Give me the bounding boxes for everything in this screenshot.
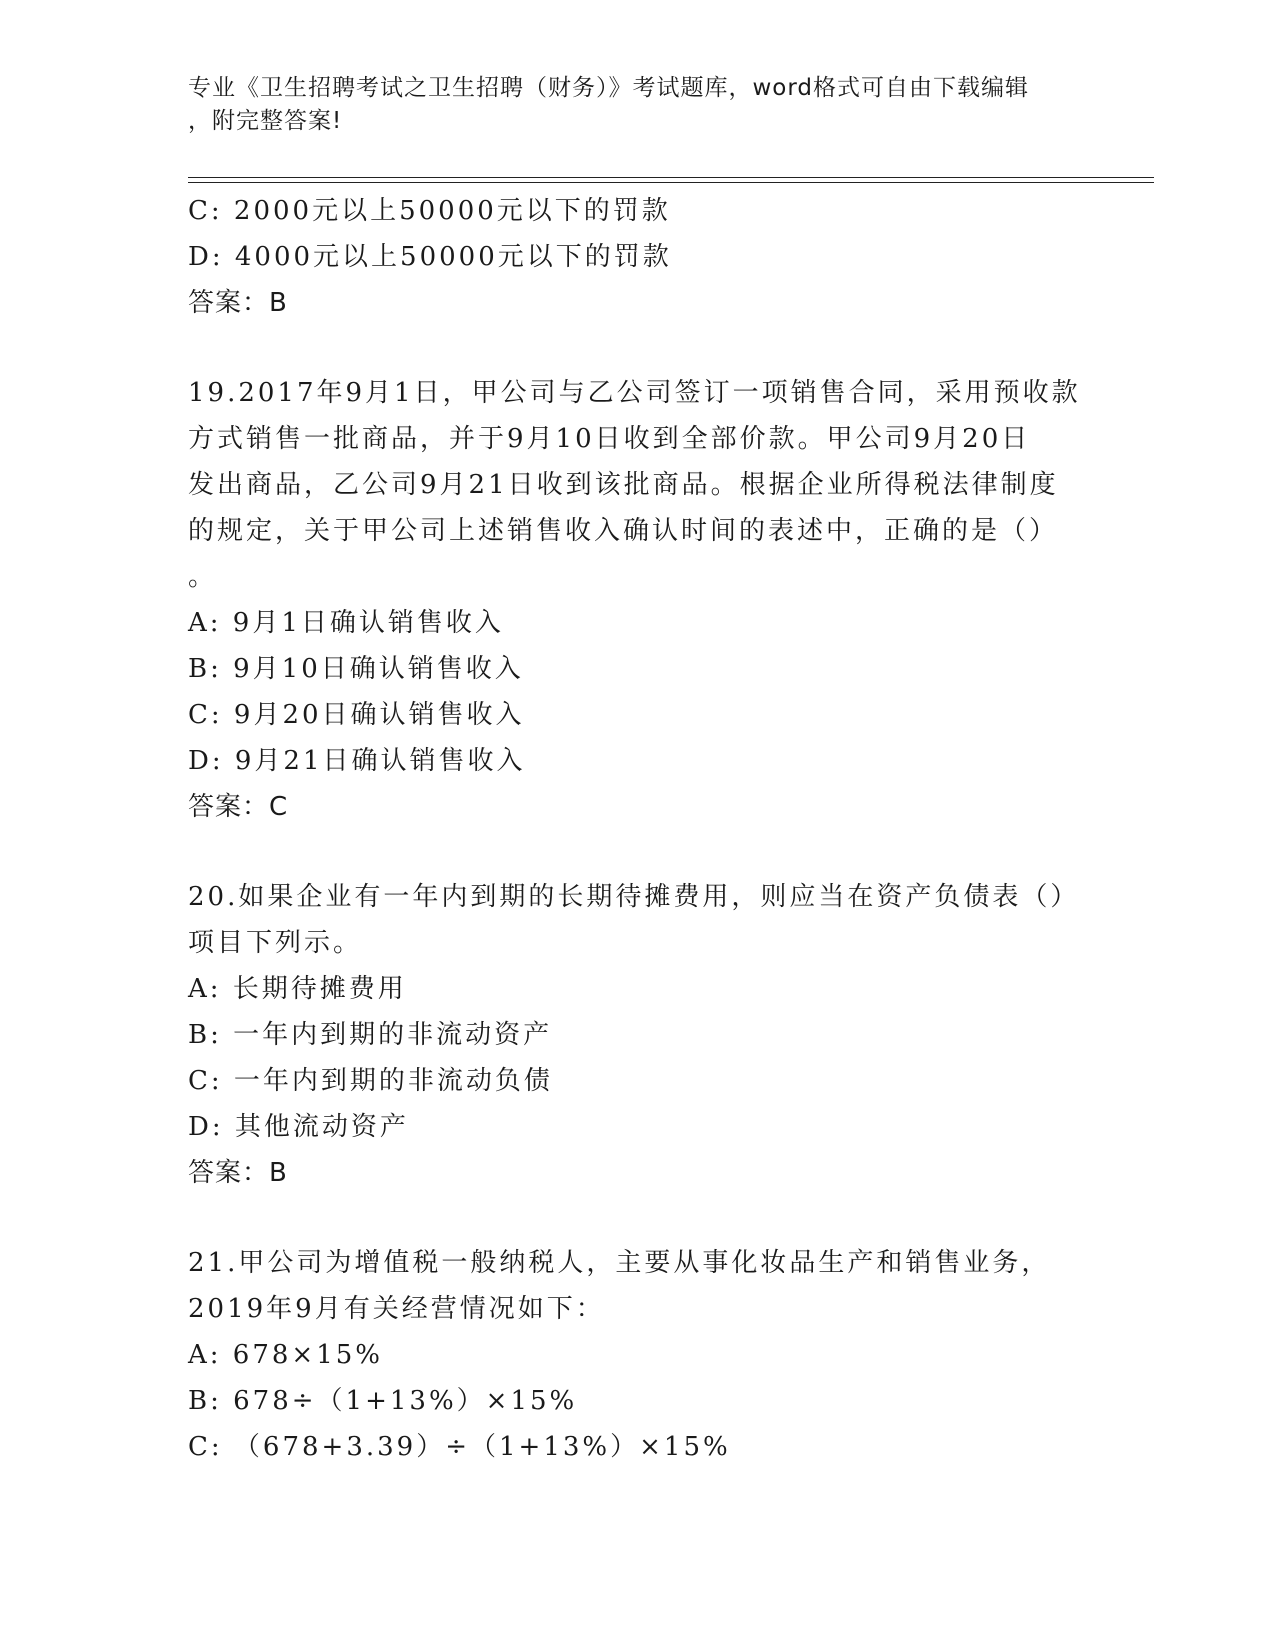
question-18-tail bbox=[188, 188, 1088, 326]
question-20 bbox=[188, 874, 1088, 1196]
option-c: C: 一年内到期的非流动负债 bbox=[188, 1066, 553, 1096]
header-rule-top bbox=[188, 177, 1154, 178]
option-a: A: 9月1日确认销售收入 bbox=[188, 608, 504, 638]
question-text-line: 20.如果企业有一年内到期的长期待摊费用，则应当在资产负债表（） bbox=[188, 882, 1080, 912]
question-text-line: 21.甲公司为增值税一般纳税人，主要从事化妆品生产和销售业务， bbox=[188, 1248, 1051, 1278]
question-text-line: 2019年9月有关经营情况如下： bbox=[188, 1294, 605, 1324]
question-text-line: 的规定，关于甲公司上述销售收入确认时间的表述中，正确的是（） bbox=[188, 516, 1059, 546]
header-line-1: 专业《卫生招聘考试之卫生招聘（财务）》考试题库，word格式可自由下载编辑 bbox=[188, 75, 1030, 101]
spacer bbox=[188, 326, 1088, 370]
option-b: B: 一年内到期的非流动资产 bbox=[188, 1020, 553, 1050]
question-text-line: 。 bbox=[188, 562, 218, 592]
option-a: A: 678×15% bbox=[188, 1340, 384, 1370]
header-line-2: ，附完整答案! bbox=[188, 108, 343, 134]
question-19 bbox=[188, 370, 1088, 830]
option-c: C: 9月20日确认销售收入 bbox=[188, 700, 525, 730]
option-b: B: 678÷（1+13%）×15% bbox=[188, 1386, 578, 1416]
option-b: B: 9月10日确认销售收入 bbox=[188, 654, 524, 684]
spacer bbox=[188, 1196, 1088, 1240]
answer-line: 答案：C bbox=[188, 792, 289, 822]
header-rule-bottom bbox=[188, 182, 1154, 183]
document-body bbox=[188, 188, 1088, 1470]
option-d: D: 4000元以上50000元以下的罚款 bbox=[188, 242, 672, 272]
question-text-line: 项目下列示。 bbox=[188, 928, 363, 958]
option-d: D: 9月21日确认销售收入 bbox=[188, 746, 526, 776]
option-c: C: （678+3.39）÷（1+13%）×15% bbox=[188, 1432, 731, 1462]
question-text-line: 方式销售一批商品，并于9月10日收到全部价款。甲公司9月20日 bbox=[188, 424, 1031, 454]
option-c: C: 2000元以上50000元以下的罚款 bbox=[188, 196, 671, 226]
question-text-line: 发出商品，乙公司9月21日收到该批商品。根据企业所得税法律制度 bbox=[188, 470, 1059, 500]
question-21 bbox=[188, 1240, 1088, 1470]
question-text-line: 19.2017年9月1日，甲公司与乙公司签订一项销售合同，采用预收款 bbox=[188, 378, 1081, 408]
answer-line: 答案：B bbox=[188, 1158, 288, 1188]
option-d: D: 其他流动资产 bbox=[188, 1112, 409, 1142]
answer-line: 答案：B bbox=[188, 288, 288, 318]
document-header bbox=[188, 72, 1068, 138]
option-a: A: 长期待摊费用 bbox=[188, 974, 407, 1004]
spacer bbox=[188, 830, 1088, 874]
